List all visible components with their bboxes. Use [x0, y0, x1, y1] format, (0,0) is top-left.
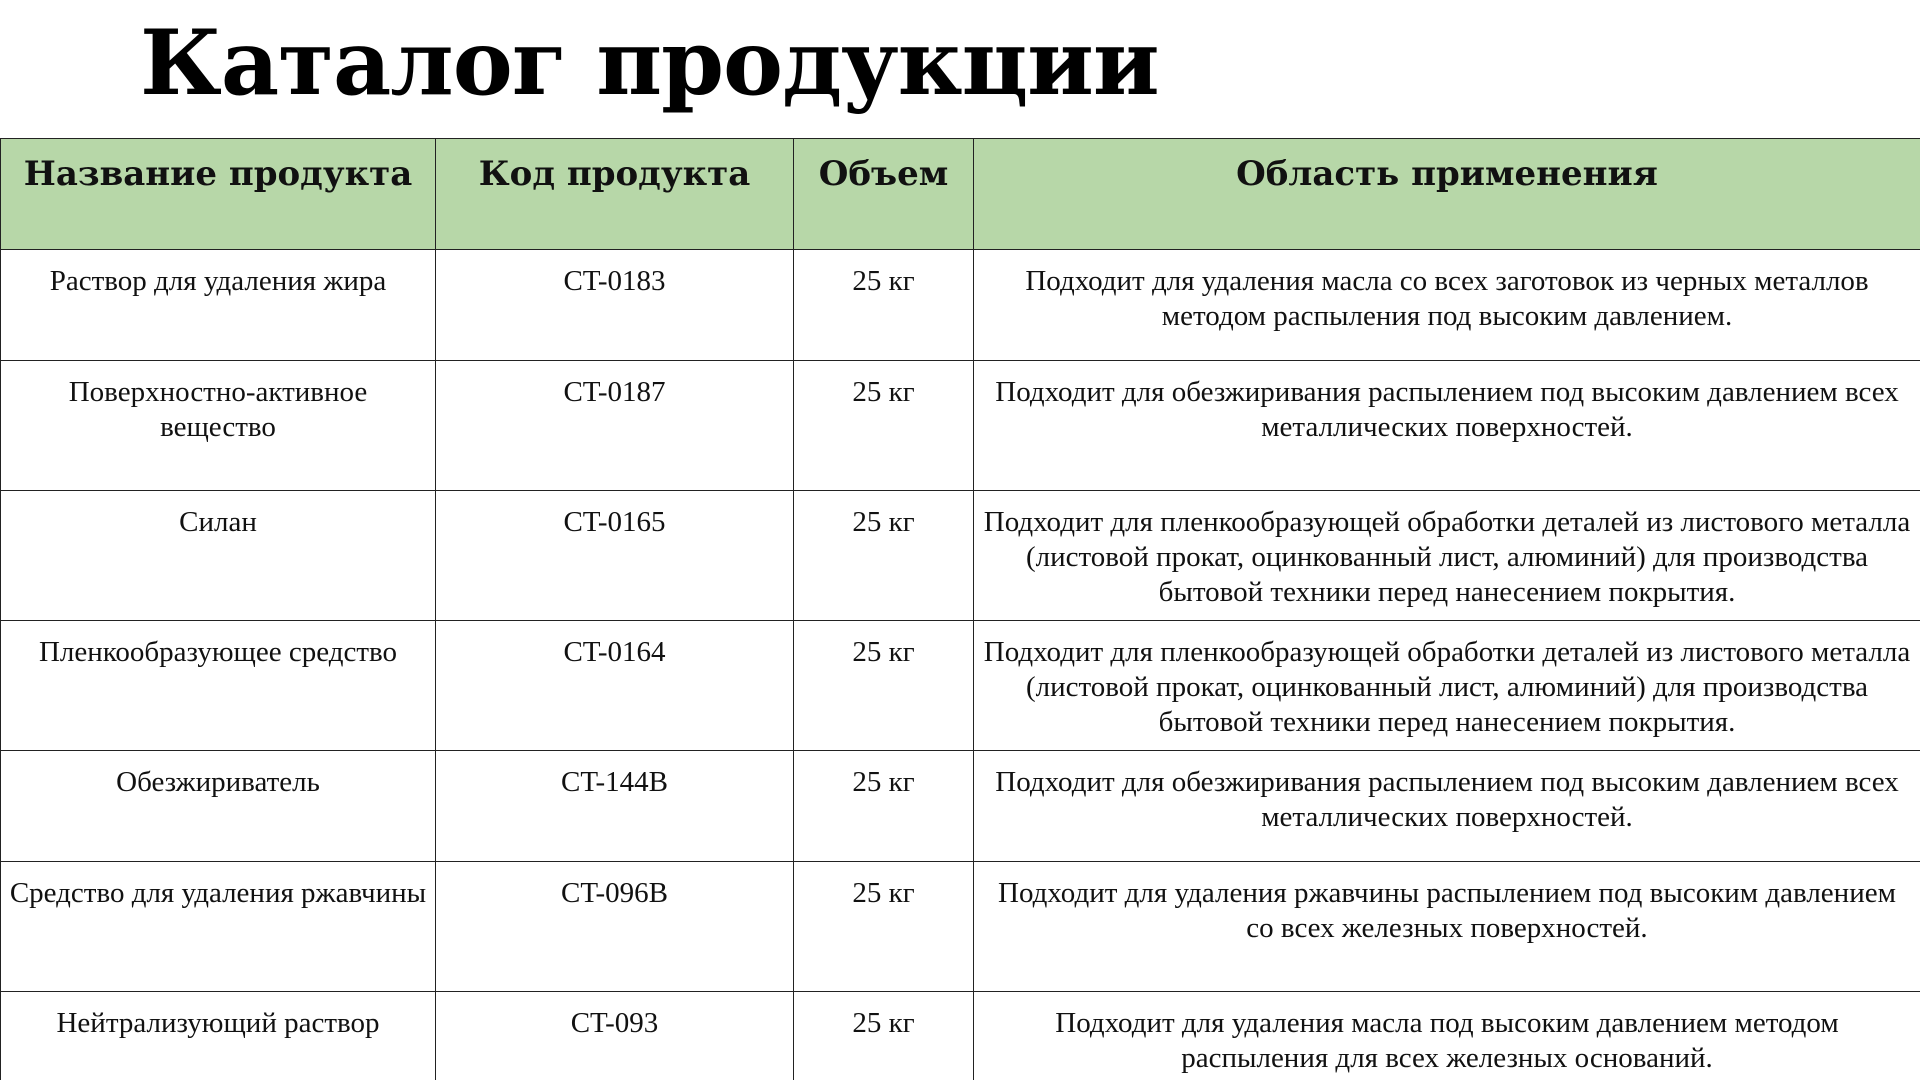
product-name-cell: Обезжириватель: [1, 751, 436, 862]
header-application-area: Область применения: [974, 139, 1920, 250]
header-volume: Объем: [794, 139, 974, 250]
application-area-cell: Подходит для пленкообразующей обработки деталей из листового металла (листовой прокат, оцинкованный лист, алюминий) для производства бытовой техники перед нанесением покрытия.: [974, 491, 1920, 621]
table-row: [1, 250, 1920, 361]
product-name-cell: Средство для удаления ржавчины: [1, 862, 436, 992]
volume-cell: 25 кг: [794, 992, 974, 1080]
product-code-cell: CT-0164: [436, 621, 794, 751]
volume-cell: 25 кг: [794, 361, 974, 491]
application-area-cell: Подходит для удаления масла со всех заготовок из черных металлов методом распыления под высоким давлением.: [974, 250, 1920, 361]
product-catalog-table: [0, 138, 1920, 1080]
product-name-cell: Поверхностно-активное вещество: [1, 361, 436, 491]
table-row: [1, 621, 1920, 751]
product-code-cell: CT-0187: [436, 361, 794, 491]
table-row: [1, 361, 1920, 491]
table-header-row: [1, 139, 1920, 250]
application-area-cell: Подходит для пленкообразующей обработки деталей из листового металла (листовой прокат, оцинкованный лист, алюминий) для производства бытовой техники перед нанесением покрытия.: [974, 621, 1920, 751]
table-row: [1, 491, 1920, 621]
volume-cell: 25 кг: [794, 250, 974, 361]
product-name-cell: Нейтрализующий раствор: [1, 992, 436, 1080]
volume-cell: 25 кг: [794, 621, 974, 751]
header-product-code: Код продукта: [436, 139, 794, 250]
product-name-cell: Силан: [1, 491, 436, 621]
application-area-cell: Подходит для удаления масла под высоким давлением методом распыления для всех железных оснований.: [974, 992, 1920, 1080]
volume-cell: 25 кг: [794, 751, 974, 862]
table-row: [1, 751, 1920, 862]
header-product-name: Название продукта: [1, 139, 436, 250]
application-area-cell: Подходит для обезжиривания распылением под высоким давлением всех металлических поверхностей.: [974, 361, 1920, 491]
product-code-cell: CT-0165: [436, 491, 794, 621]
table-row: [1, 992, 1920, 1080]
table-row: [1, 862, 1920, 992]
product-code-cell: CT-0183: [436, 250, 794, 361]
product-code-cell: CT-144B: [436, 751, 794, 862]
volume-cell: 25 кг: [794, 491, 974, 621]
page-title: Каталог продукции: [140, 10, 1159, 116]
application-area-cell: Подходит для удаления ржавчины распылением под высоким давлением со всех железных поверхностей.: [974, 862, 1920, 992]
volume-cell: 25 кг: [794, 862, 974, 992]
product-code-cell: CT-093: [436, 992, 794, 1080]
product-name-cell: Пленкообразующее средство: [1, 621, 436, 751]
product-code-cell: CT-096B: [436, 862, 794, 992]
application-area-cell: Подходит для обезжиривания распылением под высоким давлением всех металлических поверхностей.: [974, 751, 1920, 862]
product-name-cell: Раствор для удаления жира: [1, 250, 436, 361]
